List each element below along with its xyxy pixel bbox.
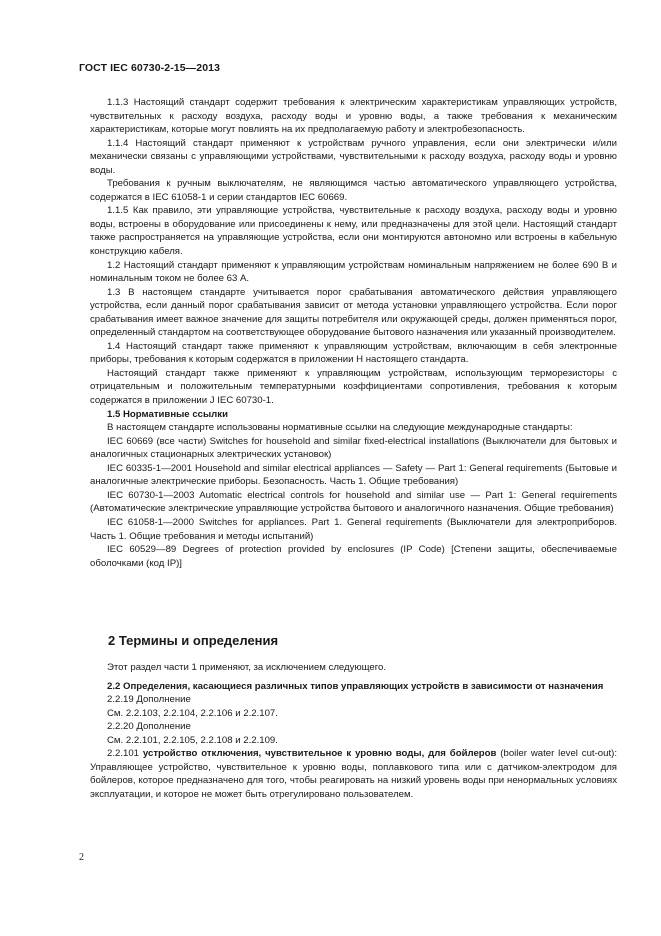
definition-body: (boiler water level cut-out): Управляющее устройство, чувствительное к уровню воды, поплавкового типа или с датчиком-электродом для бойлеров, которое предназначено для того, чтобы реагировать на низкий уровень воды при ненормальных условиях эксплуатации, и которое не может быть отрегулировано пользователем. [90, 748, 617, 800]
reference-iec-60730-1: IEC 60730-1—2003 Automatic electrical controls for household and similar use — Part 1: General requirements (Автоматические электрические управляющие устройства бытового и аналогичного назначения. Общие требования) [90, 489, 617, 515]
definition-term: устройство отключения, чувствительное к уровню воды, для бойлеров [142, 748, 497, 760]
paragraph-1-1-5: 1.1.5 Как правило, эти управляющие устройства, чувствительные к расходу воздуха, расходу воды и уровню воды, встроены в оборудование или присоединены к нему, или предназначены для этой цели. Настоящий стандарт также распространяется на управляющие устройства, если они монтируются автономно или встроены в кабельную конструкцию кабеля. [90, 205, 617, 258]
paragraph-1-4: 1.4 Настоящий стандарт также применяют к управляющим устройствам, включающим в себя электронные приборы, требования к которым содержатся в приложении H настоящего стандарта. [90, 340, 617, 366]
definitions-2-2-heading: 2.2 Определения, касающиеся различных типов управляющих устройств в зависимости от назначения [107, 680, 604, 692]
paragraph-1-1-3: 1.1.3 Настоящий стандарт содержит требования к электрическим характеристикам управляющих устройств, чувствительных к расходу воздуха, расходу воды и уровню воды, а также требования к механическим характеристикам, которые могут повлиять на их предполагаемую работу и электробезопасность. [90, 97, 617, 136]
paragraph-1-3: 1.3 В настоящем стандарте учитывается порог срабатывания автоматического действия управляющего устройства, если данный порог срабатывания зависит от метода установки управляющего устройства. Если порог срабатывания имеет важное значение для защиты потребителя или окружающей среды, должен применяться порог, определенный стандартом на соответствующее оборудование бытового назначения или указанный производителем. [90, 286, 617, 339]
definition-2-2-101 [90, 747, 617, 801]
normative-references-heading: 1.5 Нормативные ссылки [107, 408, 228, 420]
definition-line: 2.2.19 Дополнение [107, 694, 191, 706]
paragraph-1-1-4-manual: Требования к ручным выключателям, не являющимся частью автоматического управляющего устройства, содержатся в IEC 61058-1 и серии стандартов IEC 60669. [90, 178, 617, 203]
normative-references-intro: В настоящем стандарте использованы нормативные ссылки на следующие международные стандарты: [107, 422, 573, 434]
reference-iec-61058-1: IEC 61058-1—2000 Switches for appliances. Part 1. General requirements (Выключатели для электроприборов. Часть 1. Общие требования и методы испытаний) [90, 516, 617, 542]
definition-line: См. 2.2.101, 2.2.105, 2.2.108 и 2.2.109. [107, 734, 278, 746]
definitions-text [90, 661, 617, 801]
paragraph-1-1-4: 1.1.4 Настоящий стандарт применяют к устройствам ручного управления, если они электрически и/или механически связаны с управляющими устройствами, чувствительными к расходу воздуха, расходу воды и уровню воды. [90, 137, 617, 176]
definition-line: 2.2.20 Дополнение [107, 721, 191, 733]
section-2-title: 2 Термины и определения [108, 633, 279, 648]
document-header: ГОСТ IEC 60730-2-15—2013 [79, 62, 221, 74]
scope-text [90, 96, 617, 570]
page-number: 2 [79, 852, 84, 863]
reference-iec-60529: IEC 60529—89 Degrees of protection provided by enclosures (IP Code) [Степени защиты, обеспечиваемые оболочками (код IP)] [90, 544, 617, 569]
definition-line: См. 2.2.103, 2.2.104, 2.2.106 и 2.2.107. [107, 707, 278, 719]
section-2-intro: Этот раздел части 1 применяют, за исключением следующего. [107, 662, 387, 673]
paragraph-1-4-thermistors: Настоящий стандарт также применяют к управляющим устройствам, использующим терморезисторы с отрицательным и положительным температурными коэффициентами сопротивления, требования к которым содержатся в приложении J IEC 60730-1. [90, 367, 617, 407]
reference-iec-60669: IEC 60669 (все части) Switches for household and similar fixed-electrical installations (Выключатели для бытовых и аналогичных стационарных электрических установок) [90, 435, 617, 461]
paragraph-1-2: 1.2 Настоящий стандарт применяют к управляющим устройствам номинальным напряжением не более 690 В и номинальным током не более 63 А. [90, 259, 617, 285]
definition-number: 2.2.101 [107, 748, 140, 760]
reference-iec-60335-1: IEC 60335-1—2001 Household and similar electrical appliances — Safety — Part 1: General requirements (Бытовые и аналогичные электрические приборы. Безопасность. Часть 1. Общие требования) [90, 462, 617, 488]
